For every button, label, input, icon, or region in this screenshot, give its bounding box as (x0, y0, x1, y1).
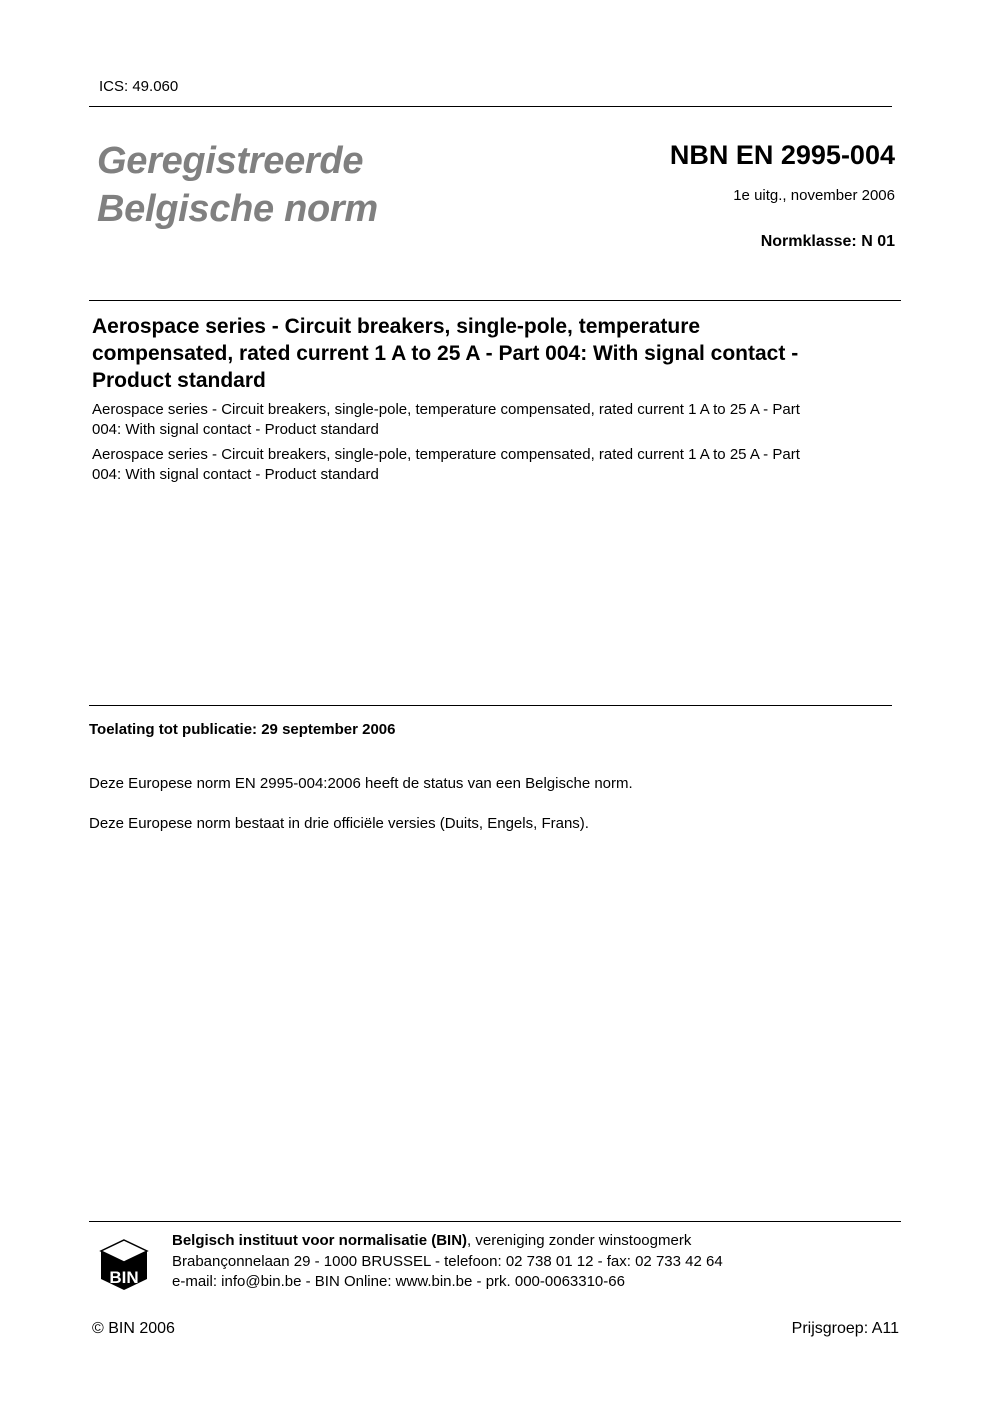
org-suffix: , vereniging zonder winstoogmerk (467, 1232, 692, 1249)
body-top-rule (89, 705, 892, 706)
logo-text: BIN (109, 1268, 139, 1287)
registered-norm-heading (97, 137, 378, 233)
standard-number: NBN EN 2995-004 (669, 140, 895, 170)
title-alternate-1 (92, 400, 902, 439)
edition-date: 1e uitg., november 2006 (733, 187, 895, 204)
title-top-rule (89, 300, 901, 301)
ics-code: ICS: 49.060 (99, 78, 179, 95)
norm-class: Normklasse: N 01 (760, 233, 895, 250)
versions-statement: Deze Europese norm bestaat in drie officiële versies (Duits, Engels, Frans). (89, 815, 589, 832)
organization-block (172, 1231, 723, 1293)
registered-line-1: Geregistreerde (97, 140, 364, 182)
org-name: Belgisch instituut voor normalisatie (BIN) (172, 1232, 468, 1249)
header-rule (89, 106, 892, 107)
bin-logo-icon (99, 1238, 149, 1292)
title-alternate-2 (92, 445, 902, 484)
title-alt-2-line-2: 004: With signal contact - Product standard (92, 465, 379, 483)
price-group: Prijsgroep: A11 (791, 1320, 899, 1337)
copyright: © BIN 2006 (92, 1320, 175, 1337)
title-alt-1-line-2: 004: With signal contact - Product standard (92, 420, 379, 438)
approval-date: Toelating tot publicatie: 29 september 2006 (89, 721, 396, 738)
document-title (92, 313, 912, 394)
org-line (172, 1231, 723, 1252)
title-line-3: Product standard (92, 369, 266, 392)
title-alt-1-line-1: Aerospace series - Circuit breakers, single-pole, temperature compensated, rated current 1 A to 25 A - Part (92, 401, 800, 418)
title-line-2: compensated, rated current 1 A to 25 A - Part 004: With signal contact - (92, 342, 799, 365)
status-statement: Deze Europese norm EN 2995-004:2006 heeft de status van een Belgische norm. (89, 775, 633, 792)
title-line-1: Aerospace series - Circuit breakers, single-pole, temperature (92, 315, 701, 338)
footer-rule (89, 1221, 901, 1222)
org-address: Brabançonnelaan 29 - 1000 BRUSSEL - telefoon: 02 738 01 12 - fax: 02 733 42 64 (172, 1252, 723, 1270)
title-alt-2-line-1: Aerospace series - Circuit breakers, single-pole, temperature compensated, rated current 1 A to 25 A - Part (92, 446, 800, 463)
registered-line-2: Belgische norm (97, 188, 378, 230)
org-contact: e-mail: info@bin.be - BIN Online: www.bin.be - prk. 000-0063310-66 (172, 1273, 625, 1290)
